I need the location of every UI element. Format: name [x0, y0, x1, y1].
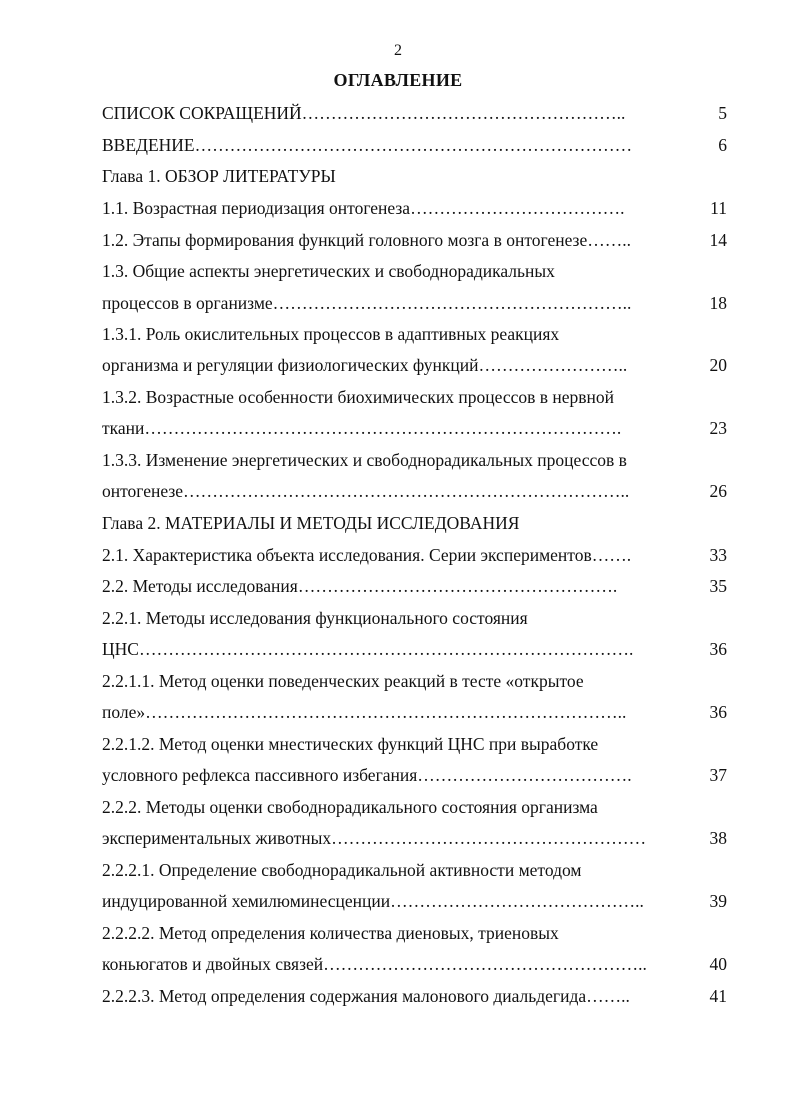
toc-entry-text: 2.2.1. Методы исследования функционального состояния: [102, 608, 528, 628]
toc-entry: [102, 135, 727, 156]
toc-entry: [102, 986, 727, 1007]
toc-entry-page: 18: [709, 293, 727, 313]
toc-entry: [102, 293, 727, 314]
toc-entry: [102, 230, 727, 251]
toc-entry: [102, 797, 598, 818]
toc-entry-page: 33: [709, 545, 727, 565]
toc-entry-text: 1.1. Возрастная периодизация онтогенеза……………………………….: [102, 198, 625, 218]
toc-entry-text: 2.2.1.2. Метод оценки мнестических функций ЦНС при выработке: [102, 734, 599, 754]
toc-entry: [102, 860, 581, 881]
toc-entry-page: 11: [710, 198, 727, 218]
toc-entry-page: 40: [709, 954, 727, 974]
toc-entry-page: 36: [709, 702, 727, 722]
toc-entry-page: 35: [709, 576, 727, 596]
toc-entry: [102, 387, 614, 408]
toc-entry: [102, 261, 555, 282]
toc-entry: [102, 324, 559, 345]
toc-entry: [102, 355, 727, 376]
toc-entry-text: 2.2.2.1. Определение свободнорадикальной активности методом: [102, 860, 582, 880]
toc-entry-page: 23: [709, 418, 727, 438]
toc-entry-text: ткани……………………………………………………………………….: [102, 418, 622, 438]
toc-entry-text: Глава 1. ОБЗОР ЛИТЕРАТУРЫ: [102, 166, 336, 186]
toc-entry-text: 2.1. Характеристика объекта исследования. Серии экспериментов…….: [102, 545, 632, 565]
toc-entry-text: коньюгатов и двойных связей………………………………………………..: [102, 954, 647, 974]
toc-entry-text: 1.3. Общие аспекты энергетических и свободнорадикальных: [102, 261, 555, 281]
toc-entry-text: 2.2. Методы исследования……………………………………………….: [102, 576, 618, 596]
toc-entry-text: 2.2.2. Методы оценки свободнорадикального состояния организма: [102, 797, 598, 817]
toc-entry: [102, 828, 727, 849]
toc-entry-page: 41: [709, 986, 727, 1006]
toc-entry-page: 38: [709, 828, 727, 848]
toc-entry-text: 1.2. Этапы формирования функций головного мозга в онтогенезе……..: [102, 230, 631, 250]
toc-title: ОГЛАВЛЕНИЕ: [333, 70, 463, 90]
toc-entry-text: условного рефлекса пассивного избегания……………………………….: [102, 765, 632, 785]
toc-entry-text: поле»………………………………………………………………………..: [102, 702, 627, 722]
toc-entry-text: СПИСОК СОКРАЩЕНИЙ………………………………………………..: [102, 103, 626, 123]
toc-entry: [102, 671, 584, 692]
toc-entry-page: 14: [709, 230, 727, 250]
toc-entry: [102, 734, 598, 755]
toc-entry-text: ЦНС………………………………………………………………………….: [102, 639, 634, 659]
toc-entry: [102, 608, 528, 629]
toc-entry: [102, 198, 727, 219]
toc-entry-text: индуцированной хемилюминесценции……………………………………..: [102, 891, 644, 911]
toc-entry-page: 37: [709, 765, 727, 785]
toc-entry: [102, 545, 727, 566]
toc-entry: [102, 103, 727, 124]
toc-entry-text: 2.2.2.3. Метод определения содержания малонового диальдегида……..: [102, 986, 630, 1006]
toc-entry-text: 1.3.3. Изменение энергетических и свободнорадикальных процессов в: [102, 450, 627, 470]
toc-entry: [102, 954, 727, 975]
toc-entry-page: 36: [709, 639, 727, 659]
toc-entry-page: 6: [718, 135, 727, 155]
toc-entry-text: организма и регуляции физиологических функций……………………..: [102, 355, 628, 375]
toc-entry: [102, 891, 727, 912]
toc-entry: [102, 450, 627, 471]
toc-entry-text: 2.2.1.1. Метод оценки поведенческих реакций в тесте «открытое: [102, 671, 584, 691]
toc-entry-text: Глава 2. МАТЕРИАЛЫ И МЕТОДЫ ИССЛЕДОВАНИЯ: [102, 513, 520, 533]
page-number: 2: [394, 42, 402, 59]
toc-entry-text: экспериментальных животных………………………………………………: [102, 828, 647, 848]
toc-entry: [102, 765, 727, 786]
toc-entry: [102, 481, 727, 502]
toc-entry: [102, 639, 727, 660]
toc-chapter-heading: [102, 513, 519, 534]
toc-entry: [102, 418, 727, 439]
toc-entry-page: 39: [709, 891, 727, 911]
toc-entry-text: 1.3.1. Роль окислительных процессов в адаптивных реакциях: [102, 324, 560, 344]
toc-chapter-heading: [102, 166, 336, 187]
toc-entry: [102, 923, 559, 944]
toc-entry-text: 1.3.2. Возрастные особенности биохимических процессов в нервной: [102, 387, 615, 407]
toc-entry-text: 2.2.2.2. Метод определения количества диеновых, триеновых: [102, 923, 559, 943]
toc-entry: [102, 702, 727, 723]
toc-entry-page: 20: [709, 355, 727, 375]
toc-entry-text: онтогенезе…………………………………………………………………..: [102, 481, 630, 501]
toc-entry-page: 26: [709, 481, 727, 501]
toc-entry-page: 5: [718, 103, 727, 123]
toc-entry-text: ВВЕДЕНИЕ…………………………………………………………………: [102, 135, 633, 155]
toc-entry-text: процессов в организме……………………………………………………..: [102, 293, 632, 313]
toc-entry: [102, 576, 727, 597]
